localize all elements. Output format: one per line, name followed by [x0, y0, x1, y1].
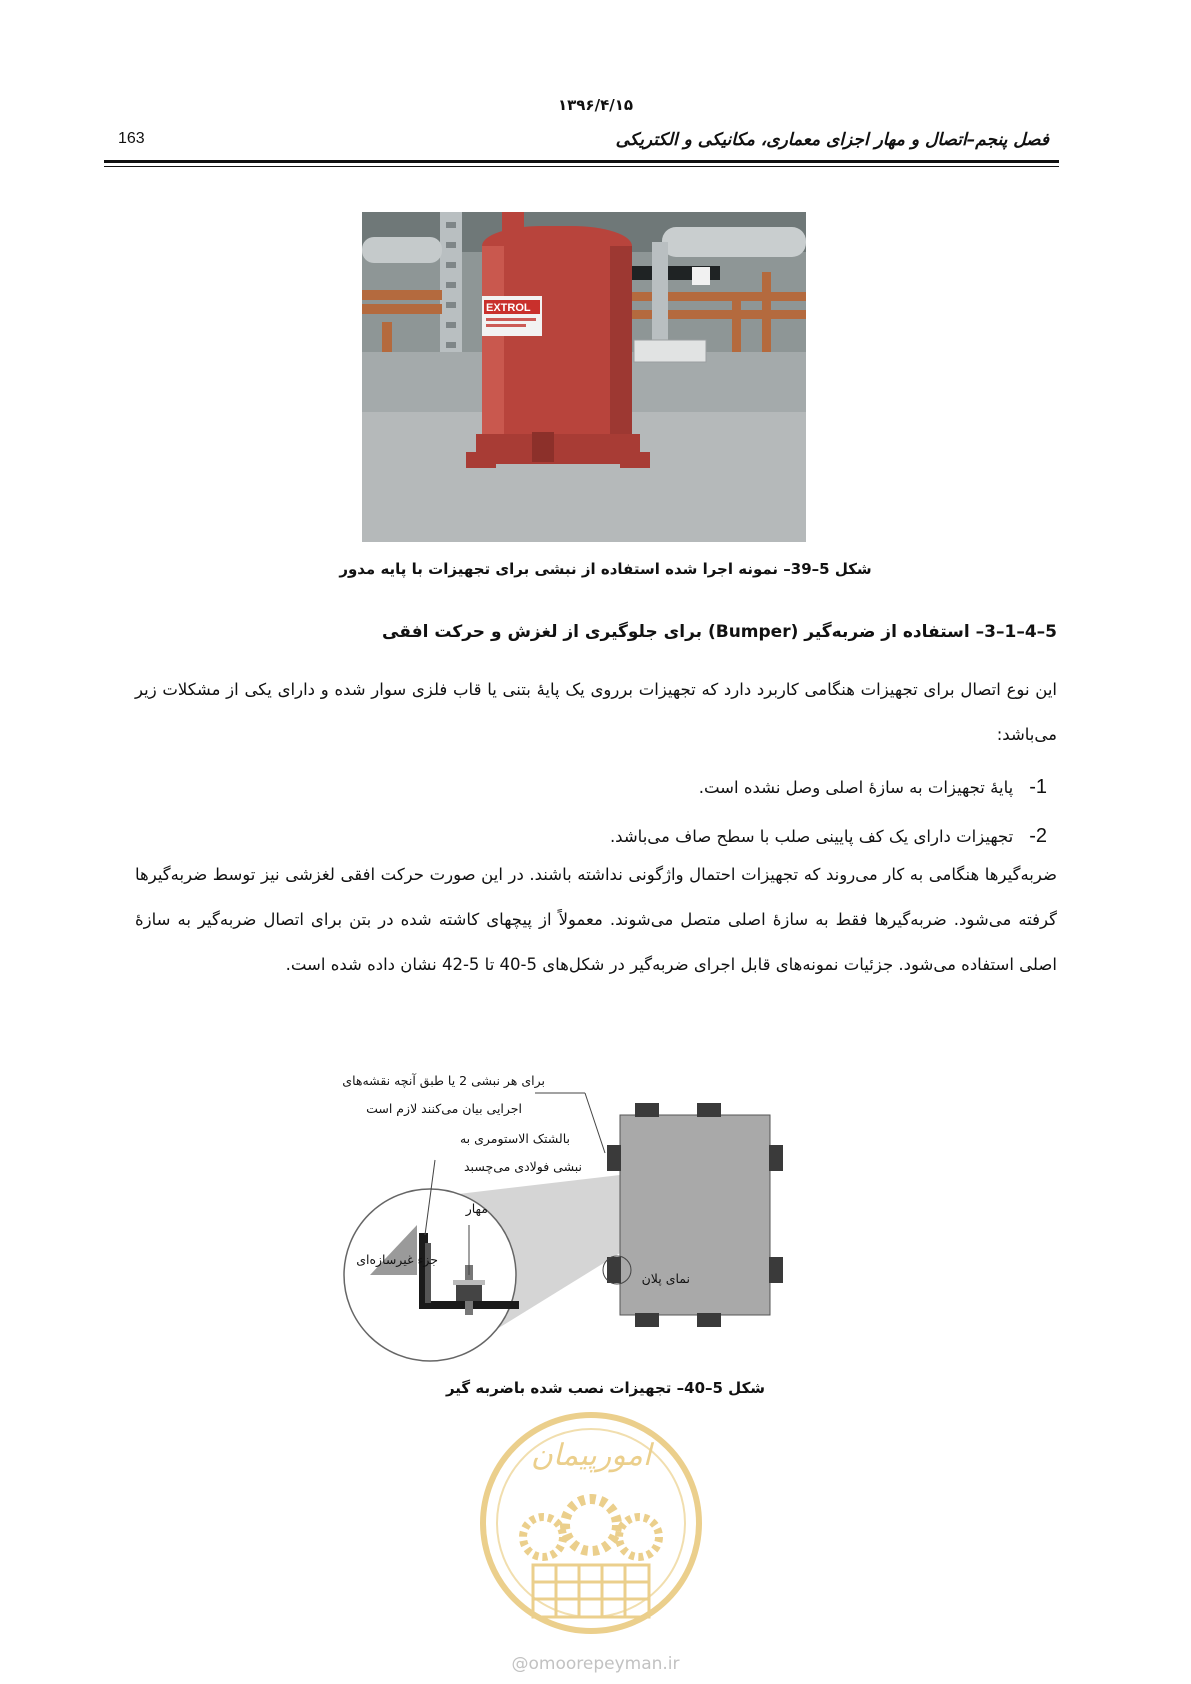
section-heading: 5–4–1–3– استفاده از ضربه‌گیر (Bumper) برای جلوگیری از لغزش و حرکت افقی — [382, 622, 1057, 642]
list-item — [177, 763, 1057, 812]
header-rule-thin — [104, 166, 1059, 167]
label-pad-line-2: نبشی فولادی می‌چسبد — [463, 1159, 582, 1174]
label-angle-line-2: اجرایی بیان می‌کنند لازم است — [366, 1101, 522, 1116]
problem-list — [177, 763, 1057, 861]
page-number: 163 — [118, 130, 145, 147]
figure-1-caption: شکل 5–39– نمونه اجرا شده استفاده از نبشی برای تجهیزات با پایه مدور — [339, 560, 872, 578]
list-number: 1- — [1029, 776, 1047, 798]
label-pad-line-1: بالشتک الاستومری به — [459, 1131, 570, 1146]
watermark-url: @omoorepeyman.ir — [511, 1654, 680, 1674]
watermark-logo-text: امورپیمان — [530, 1438, 652, 1473]
header-rule-thick — [104, 160, 1059, 163]
label-nonstructural-component: جزء غیرسازه‌ای — [356, 1252, 438, 1267]
label-angle-line-1: برای هر نبشی 2 یا طبق آنچه نقشه‌های — [342, 1073, 545, 1088]
watermark-logo — [473, 1405, 709, 1655]
label-anchor: مهار — [465, 1201, 488, 1216]
photo-label: EXTROL — [486, 302, 531, 314]
chapter-title: فصل پنجم–اتصال و مهار اجزای معماری، مکانیکی و الکتریکی — [615, 130, 1049, 150]
bumper-diagram — [335, 1075, 810, 1375]
label-plan-view: نمای پلان — [641, 1271, 690, 1286]
paragraph-1: این نوع اتصال برای تجهیزات هنگامی کاربرد دارد که تجهیزات برروی یک پایهٔ بتنی یا قاب فلزی سوار شده و دارای یکی از مشکلات زیر می‌باشد: — [135, 680, 1057, 744]
list-text: تجهیزات دارای یک کف پایینی صلب با سطح صاف می‌باشد. — [609, 827, 1014, 846]
list-number: 2- — [1029, 825, 1047, 847]
header-date: ۱۳۹۶/۴/۱۵ — [557, 96, 634, 114]
figure-2-caption: شکل 5–40– تجهیزات نصب شده باضربه گیر — [445, 1379, 766, 1397]
list-text: پایهٔ تجهیزات به سازهٔ اصلی وصل نشده است. — [698, 778, 1014, 797]
tank-photo — [362, 212, 806, 542]
paragraph-2: ضربه‌گیرها هنگامی به کار می‌روند که تجهیزات احتمال واژگونی نداشته باشند. در این صورت حرکت افقی لغزشی نیز توسط ضربه‌گیرها گرفته می‌شود. ضربه‌گیرها فقط به سازهٔ اصلی متصل می‌شوند. معمولاً از پیچهای کاشته شده در بتن برای اتصال ضربه‌گیر به سازهٔ اصلی استفاده می‌شود. جزئیات نمونه‌های قابل اجرای ضربه‌گیر در شکل‌های 5-40 تا 5-42 نشان داده شده است. — [135, 865, 1057, 974]
